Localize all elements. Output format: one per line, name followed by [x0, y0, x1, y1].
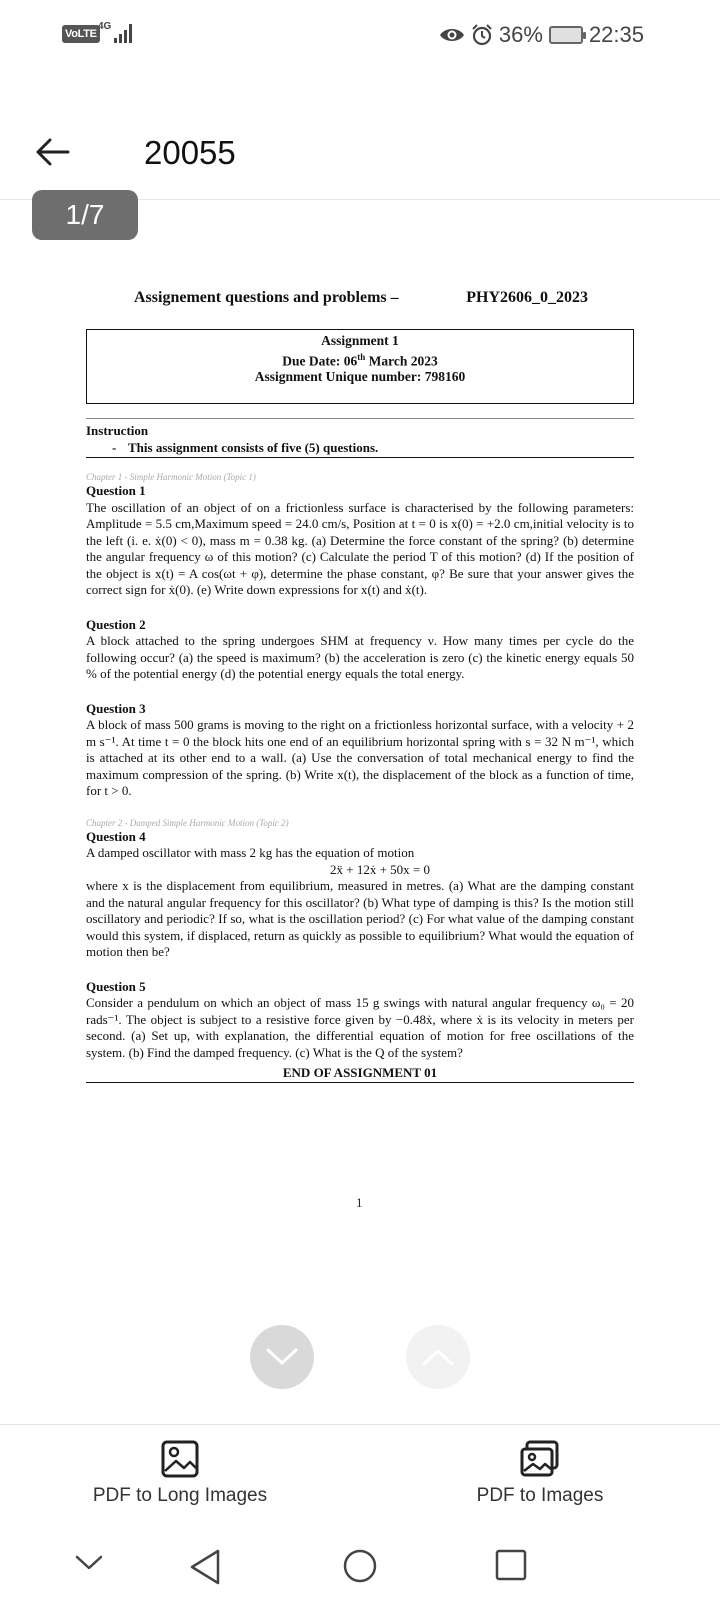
chevron-down-icon [265, 1347, 299, 1367]
question-5-text: Consider a pendulum on which an object of mass 15 g swings with natural angular frequency ω₀ = 20 rads⁻¹. The object is subject to a resistive force given by −0.48ẋ, where ẋ is its velocity in meters per second. (a) Set up, with explanation, the differential equation of motion for free oscillations of the system. (b) Find the damped frequency. (c) What is the Q of the system? [86, 995, 634, 1060]
nav-home-button[interactable] [342, 1548, 378, 1584]
pdf-to-long-images-label: PDF to Long Images [92, 1485, 268, 1506]
question-2-text: A block attached to the spring undergoes SHM at frequency ν. How many times per cycle do the following occur? (a) the speed is maximum? (b) the acceleration is zero (c) the kinetic energy equals 50 % of the potential energy (d) the potential energy equals the total energy. [86, 633, 634, 681]
arrow-left-icon [34, 138, 70, 166]
question-2-title: Question 2 [86, 616, 146, 632]
question-1-text: The oscillation of an object of on a frictionless surface is characterised by the following parameters: Amplitude = 5.5 cm,Maximum speed = 24.0 cm/s, Position at t = 0 is x(0) = +2.0 cm,initial velocity is to the left (i. e. ẋ(0) < 0), mass m = 0.38 kg. (a) Determine the force constant of the spring? (b) determine the angular frequency ω of this motion? (c) Calculate the period T of this motion? (d) If the position of the object is x(t) = A cos(ωt + φ), determine the phase constant, φ? Be sure that your answer gives the correct sign for ẋ(0). (e) Write down expressions for x(t) and ẋ(t). [86, 499, 634, 597]
chevron-down-icon [74, 1554, 104, 1572]
circle-home-icon [342, 1548, 378, 1584]
pdf-to-long-images-button[interactable] [70, 1439, 290, 1507]
question-4-title: Question 4 [86, 828, 146, 844]
question-5-title: Question 5 [86, 978, 146, 994]
scroll-down-button[interactable] [250, 1325, 314, 1389]
app-header [0, 120, 720, 200]
pdf-to-images-label: PDF to Images [476, 1485, 604, 1506]
assignment-box [86, 329, 634, 405]
hide-nav-button[interactable] [74, 1554, 104, 1572]
battery-icon [549, 26, 583, 44]
triangle-back-icon [188, 1548, 222, 1586]
status-bar [0, 0, 720, 72]
nav-recents-button[interactable] [494, 1548, 528, 1582]
page-number: 1 [356, 1195, 363, 1210]
nav-back-button[interactable] [188, 1548, 222, 1586]
pdf-to-images-button[interactable] [430, 1439, 650, 1507]
long-image-icon [160, 1439, 200, 1479]
eye-icon [439, 26, 465, 44]
instruction-item: - This assignment consists of five (5) questions. [86, 440, 634, 459]
end-of-assignment: END OF ASSIGNMENT 01 [86, 1065, 634, 1083]
network-type: 4G [98, 21, 112, 32]
doc-heading-right: PHY2606_0_2023 [466, 289, 588, 306]
doc-heading [86, 290, 634, 307]
chevron-up-icon [421, 1347, 455, 1367]
due-date: Due Date: 06th March 2023 [282, 351, 438, 368]
volte-badge: VoLTE [62, 25, 100, 43]
question-4-equation: 2ẍ + 12ẋ + 50x = 0 [330, 861, 430, 877]
status-right [439, 20, 644, 50]
chapter-2-heading: Chapter 2 - Damped Simple Harmonic Motion (Topic 2) [86, 817, 289, 828]
unique-number: Assignment Unique number: 798160 [254, 369, 466, 384]
back-button[interactable] [28, 132, 76, 172]
pdf-page [86, 290, 634, 1083]
alarm-icon [471, 24, 493, 46]
question-3-title: Question 3 [86, 700, 146, 716]
question-1-title: Question 1 [86, 483, 146, 498]
battery-percent: 36% [498, 22, 543, 47]
instruction-title: Instruction [86, 423, 149, 438]
page-indicator: 1/7 [32, 190, 138, 240]
assignment-number: Assignment 1 [321, 332, 399, 348]
question-4-intro: A damped oscillator with mass 2 kg has the equation of motion [86, 845, 415, 860]
divider [86, 418, 634, 419]
question-3-text: A block of mass 500 grams is moving to the right on a frictionless horizontal surface, with a velocity + 2 m s⁻¹. At time t = 0 the block hits one end of an equilibrium horizontal spring with s = 32 N m⁻¹, which is attached at its other end to a wall. (a) Use the conversation of total mechanical energy to find the maximum compression of the spring. (b) Write x(t), the displacement of the block as a function of time, for t > 0. [86, 717, 634, 798]
document-title: 20055 [144, 134, 236, 171]
navigation-bar [0, 1534, 720, 1600]
images-icon [519, 1439, 561, 1479]
square-recents-icon [494, 1548, 528, 1582]
bottom-action-bar [0, 1424, 720, 1534]
scroll-up-button[interactable] [406, 1325, 470, 1389]
doc-heading-left: Assignement questions and problems – [134, 289, 399, 306]
signal-icon [112, 22, 136, 44]
question-4-text: where x is the displacement from equilibrium, measured in metres. (a) What are the damping constant and the natural angular frequency for this oscillator? (b) What type of damping is this? Is the motion still oscillatory and periodic? If so, what is the oscillation period? (c) For what value of the damping constant would this system, if displaced, return as quickly as possible to equilibrium? What would the equation of motion then be? [86, 878, 634, 959]
clock-time: 22:35 [588, 22, 644, 47]
chapter-1-heading: Chapter 1 - Simple Harmonic Motion (Topic 1) [86, 472, 256, 482]
